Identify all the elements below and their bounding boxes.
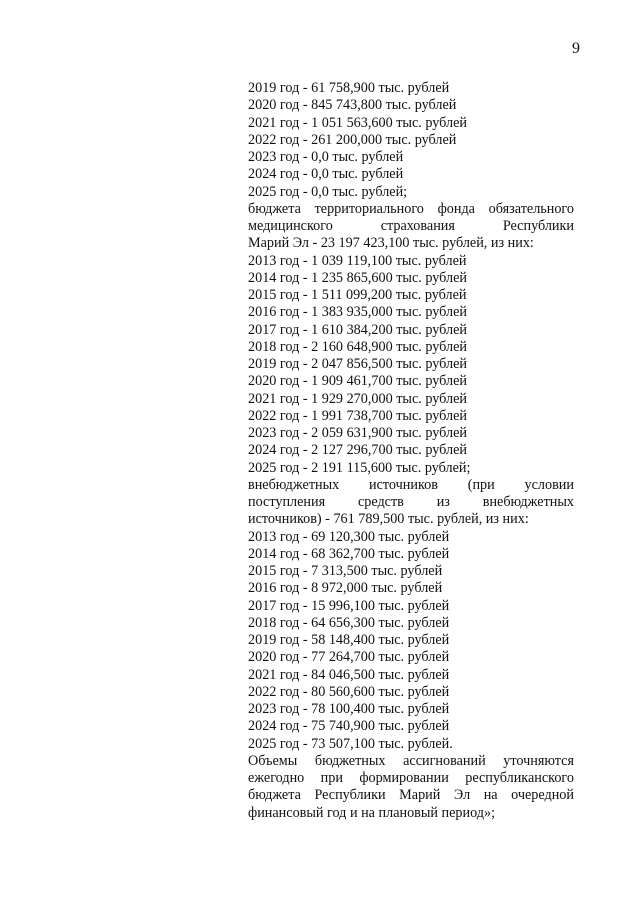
list-item: 2015 год - 7 313,500 тыс. рублей (248, 563, 443, 579)
list-item: 2023 год - 0,0 тыс. рублей (248, 149, 404, 165)
list-item: 2020 год - 845 743,800 тыс. рублей (248, 97, 457, 114)
list-item: 2019 год - 58 148,400 тыс. рублей (248, 632, 450, 648)
list-item: 2019 год - 61 758,900 тыс. рублей (248, 80, 450, 96)
list-item: 2023 год - 78 100,400 тыс. рублей (248, 701, 450, 717)
closing-paragraph (248, 753, 574, 822)
budget-years-list-2 (248, 253, 574, 477)
fund-heading-line: медицинского страхования Республики (248, 218, 574, 234)
list-item: 2021 год - 1 051 563,600 тыс. рублей (248, 114, 468, 131)
budget-years-list-1 (248, 80, 574, 201)
extra-budget-heading (248, 477, 574, 529)
fund-heading (248, 201, 574, 253)
list-item: 2018 год - 64 656,300 тыс. рублей (248, 614, 450, 631)
closing-line: бюджета Республики Марий Эл на очередной (248, 787, 574, 804)
extra-heading-line: внебюджетных источников (при условии (248, 476, 574, 493)
list-item: 2020 год - 77 264,700 тыс. рублей (248, 649, 450, 666)
list-item: 2025 год - 2 191 115,600 тыс. рублей; (248, 459, 471, 476)
list-item: 2022 год - 1 991 738,700 тыс. рублей (248, 407, 468, 424)
list-item: 2022 год - 261 200,000 тыс. рублей (248, 131, 457, 148)
closing-line: финансовый год и на плановый период»; (248, 804, 496, 821)
list-item: 2017 год - 1 610 384,200 тыс. рублей (248, 321, 468, 338)
list-item: 2024 год - 2 127 296,700 тыс. рублей (248, 442, 468, 459)
list-item: 2024 год - 0,0 тыс. рублей (248, 166, 404, 183)
page-number: 9 (572, 40, 580, 57)
list-item: 2025 год - 0,0 тыс. рублей; (248, 183, 408, 200)
list-item: 2018 год - 2 160 648,900 тыс. рублей (248, 338, 468, 355)
list-item: 2020 год - 1 909 461,700 тыс. рублей (248, 373, 468, 390)
list-item: 2014 год - 1 235 865,600 тыс. рублей (248, 269, 468, 286)
fund-heading-line: бюджета территориального фонда обязательного (248, 200, 574, 217)
list-item: 2016 год - 1 383 935,000 тыс. рублей (248, 304, 468, 321)
list-item: 2022 год - 80 560,600 тыс. рублей (248, 683, 450, 700)
fund-heading-line: Марий Эл - 23 197 423,100 тыс. рублей, из них: (248, 235, 534, 252)
list-item: 2025 год - 73 507,100 тыс. рублей. (248, 735, 453, 752)
list-item: 2021 год - 1 929 270,000 тыс. рублей (248, 390, 468, 407)
extra-heading-line: источников) - 761 789,500 тыс. рублей, из них: (248, 511, 529, 528)
list-item: 2013 год - 1 039 119,100 тыс. рублей (248, 252, 467, 269)
list-item: 2021 год - 84 046,500 тыс. рублей (248, 666, 450, 683)
list-item: 2019 год - 2 047 856,500 тыс. рублей (248, 356, 468, 372)
extra-heading-line: поступления средств из внебюджетных (248, 494, 574, 510)
budget-years-list-3 (248, 529, 574, 753)
closing-line: Объемы бюджетных ассигнований уточняются (248, 752, 574, 769)
list-item: 2023 год - 2 059 631,900 тыс. рублей (248, 425, 468, 441)
closing-line: ежегодно при формировании республиканского (248, 770, 574, 786)
list-item: 2014 год - 68 362,700 тыс. рублей (248, 545, 450, 562)
list-item: 2017 год - 15 996,100 тыс. рублей (248, 597, 450, 614)
document-body (248, 80, 574, 822)
list-item: 2024 год - 75 740,900 тыс. рублей (248, 718, 450, 735)
list-item: 2013 год - 69 120,300 тыс. рублей (248, 528, 450, 545)
list-item: 2016 год - 8 972,000 тыс. рублей (248, 580, 443, 597)
list-item: 2015 год - 1 511 099,200 тыс. рублей (248, 287, 467, 303)
